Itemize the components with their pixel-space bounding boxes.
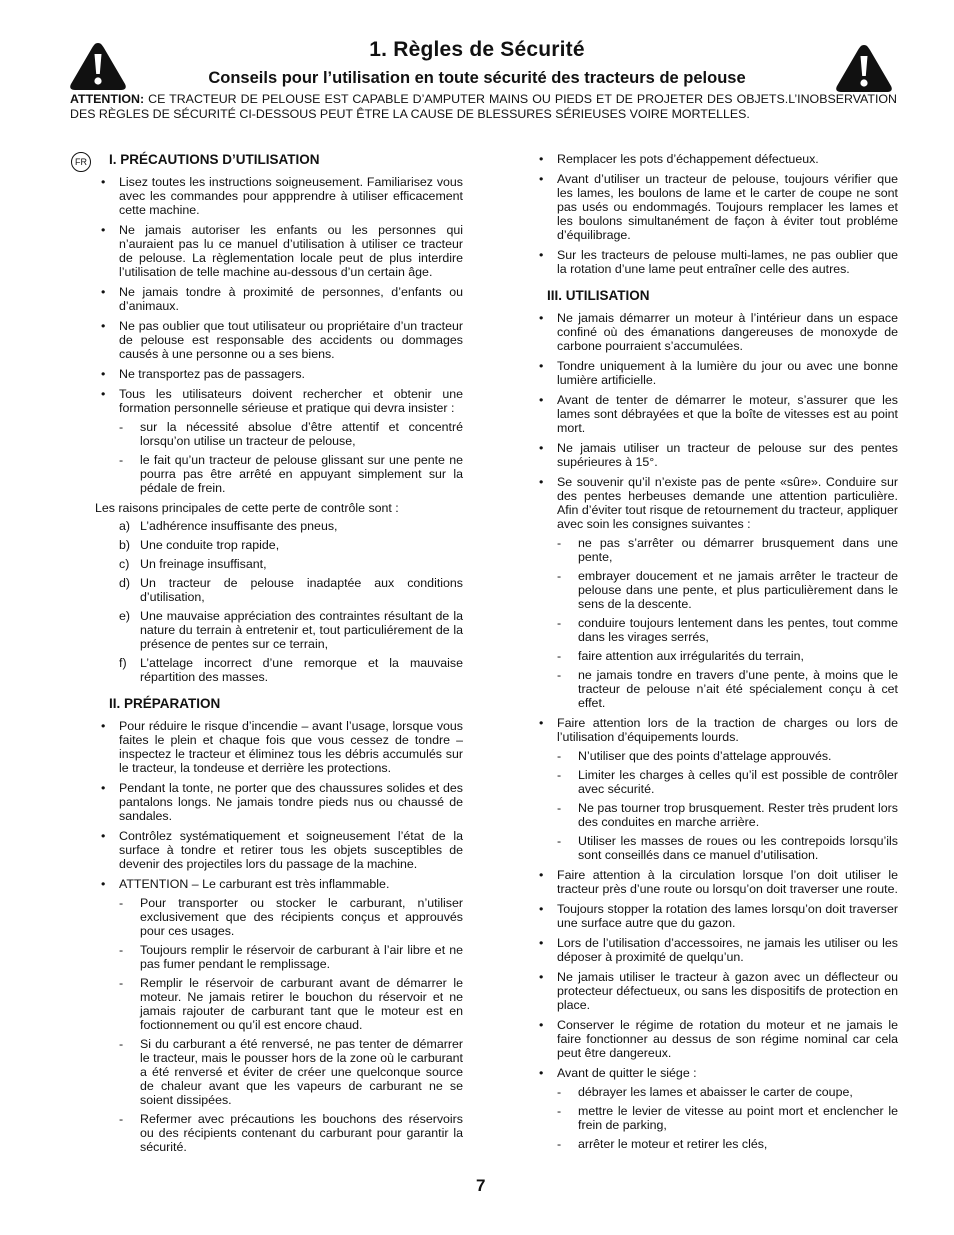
list-item [95,387,463,495]
list-item-text: Une conduite trop rapide, [140,538,280,552]
list-item: • Ne jamais autoriser les enfants ou les personnes qui n’auraient pas lu ce manuel d’utilisation à utiliser ce tracteur de pelouse. La règlementation locale peut de plus interdire l’utilisation de telle machine au-dessous d’un certain âge. [95,223,463,279]
list-item-text: Un freinage insuffisant, [140,557,267,571]
list-item: • Conserver le régime de rotation du moteur et ne jamais le faire fonctionner au dessus de son régime nominal car cela peut être dangereux. [533,1018,898,1060]
causes-list [95,519,463,684]
list-letter: d) [119,576,131,590]
sublist-item: - Refermer avec précautions les bouchons des réservoirs ou des récipients contenant du carburant pour garantir la sécurité. [119,1112,463,1154]
preparation-list-continued [533,152,898,276]
sublist-item: - sur la nécessité absolue d’être attentif et concentré lorsqu’on utilise un tracteur de pelouse, [119,420,463,448]
utilisation-list [533,311,898,1151]
page-title: 1. Règles de Sécurité [369,38,585,61]
sublist-item: - mettre le levier de vitesse au point mort et enclencher le frein de parking, [557,1104,898,1132]
list-item-text: Tous les utilisateurs doivent rechercher et obtenir une formation personnelle sérieuse et pratique qui devra insister : [119,387,463,415]
section-heading-utilisation: III. UTILISATION [547,288,650,303]
list-item: • Contrôlez systématiquement et soigneusement l’état de la surface à tondre et retirer tous les objets susceptibles de devenir des projectiles lors du passage de la machine. [95,829,463,871]
list-item-text: L’adhérence insuffisante des pneus, [140,519,338,533]
page-subtitle: Conseils pour l’utilisation en toute sécurité des tracteurs de pelouse [208,69,746,87]
towing-sublist [557,749,898,862]
list-item [95,609,463,651]
attention-label: ATTENTION: [70,92,145,106]
sublist-item: - Si du carburant a été renversé, ne pas tenter de démarrer le tracteur, mais le pousser hors de la zone où le carburant a été renversé et éviter de créer une quelconque source de chaleur avant que les vapeurs de carburant ne se soient dissipées. [119,1037,463,1107]
sublist-item: - embrayer doucement et ne jamais arrêter le tracteur de pelouse dans une pente, et plus particulièrement dans le sens de la descente. [557,569,898,611]
list-item-text: Avant de quitter le siége : [557,1066,697,1080]
list-item [95,877,463,1154]
list-item: • Pour réduire le risque d’incendie – avant l’usage, lorsque vous faites le plein et chaque fois que vous cessez de tondre – inspectez le tracteur et éliminez tous les débris accumulés sur le tracteur, la tondeuse et derrière les protections. [95,719,463,775]
section-heading-precautions: I. PRÉCAUTIONS D’UTILISATION [109,152,320,167]
list-item-text: L’attelage incorrect d’une remorque et la mauvaise répartition des masses. [140,656,463,684]
list-item-text: ATTENTION – Le carburant est très inflammable. [119,877,390,891]
list-item: • Ne jamais démarrer un moteur à l’intérieur dans un espace confiné où des émanations dangereuses de monoxyde de carbone pourraient s’accumulées. [533,311,898,353]
list-item: • Ne pas oublier que tout utilisateur ou propriétaire d’un tracteur de pelouse est responsable des accidents ou dommages causés à une personne ou a ses biens. [95,319,463,361]
list-letter: a) [119,519,131,533]
list-item: • Pendant la tonte, ne porter que des chaussures solides et des pantalons longs. Ne jamais tondre pieds nus ou chaussé de sandales. [95,781,463,823]
list-letter: f) [119,656,127,670]
sublist-item: - N’utiliser que des points d’attelage approuvés. [557,749,898,763]
sublist-item: - ne jamais tondre en travers d’une pente, à moins que le tracteur de pelouse n’ait été spécialement conçu à cet effet. [557,668,898,710]
sublist-item: - arrêter le moteur et retirer les clés, [557,1137,898,1151]
sublist-item: - le fait qu’un tracteur de pelouse glissant sur une pente ne pourra pas être arrêté en appuyant simplement sur la pédale de frein. [119,453,463,495]
list-item: • Lors de l’utilisation d’accessoires, ne jamais les utiliser ou les déposer à proximité de quelqu’un. [533,936,898,964]
sublist-item: - débrayer les lames et abaisser le carter de coupe, [557,1085,898,1099]
list-item [533,716,898,862]
list-item: • Sur les tracteurs de pelouse multi-lames, ne pas oublier que la rotation d’une lame peut entraîner celle des autres. [533,248,898,276]
list-item [95,538,463,552]
list-item: • Ne jamais utiliser un tracteur de pelouse sur des pentes supérieures à 15°. [533,441,898,469]
list-item: • Avant de tenter de démarrer le moteur, s’assurer que les lames sont débrayées et que la boîte de vitesses est au point mort. [533,393,898,435]
list-item: • Toujours stopper la rotation des lames lorsqu’on doit traverser une surface autre que du gazon. [533,902,898,930]
slope-sublist [557,536,898,710]
causes-intro: Les raisons principales de cette perte de contrôle sont : [95,501,399,515]
list-item: • Avant d’utiliser un tracteur de pelouse, toujours vérifier que les lames, les boulons de lame et le carter de coupe ne sont pas usés ou endommagés. Toujours remplacer les lames et les boulons simultanément de façon à éviter tout probléme d’équilibrage. [533,172,898,242]
preparation-list [95,719,463,1154]
sublist-item: - Ne pas tourner trop brusquement. Rester très prudent lors des conduites en marche arrière. [557,801,898,829]
left-column [95,152,463,1160]
list-item [95,557,463,571]
page-number: 7 [476,1176,486,1195]
sublist-item: - Utiliser les masses de roues ou les contrepoids lorsqu’ils sont conseillés dans ce manuel d’utilisation. [557,834,898,862]
list-item: • Ne jamais tondre à proximité de personnes, d’enfants ou d’animaux. [95,285,463,313]
list-item: • Lisez toutes les instructions soigneusement. Familiarisez vous avec les commandes pour appprendre à utiliser efficacement cette machine. [95,175,463,217]
training-sublist [119,420,463,495]
list-item: • Ne jamais utiliser le tracteur à gazon avec un déflecteur ou protecteur défectueux, ou sans les dispositifs de protection en place. [533,970,898,1012]
list-item: • Ne transportez pas de passagers. [95,367,463,381]
list-item [95,519,463,533]
list-item [95,576,463,604]
list-item [533,475,898,710]
section-heading-preparation: II. PRÉPARATION [109,696,221,711]
sublist-item: - Pour transporter ou stocker le carburant, n’utiliser exclusivement que des récipients conçus et approuvés pour ces usages. [119,896,463,938]
sublist-item: - Limiter les charges à celles qu’il est possible de contrôler avec sécurité. [557,768,898,796]
list-item-text: Faire attention lors de la traction de charges ou lors de l’utilisation d’équipements lourds. [557,716,898,744]
sublist-item: - faire attention aux irrégularités du terrain, [557,649,898,663]
right-column [533,152,898,1157]
list-item: • Faire attention à la circulation lorsque l’on doit utiliser le tracteur près d’une route ou lorsqu’on doit traverser une route. [533,868,898,896]
leaving-sublist [557,1085,898,1151]
list-letter: c) [119,557,130,571]
list-item: • Remplacer les pots d’échappement défectueux. [533,152,898,166]
sublist-item: - Remplir le réservoir de carburant avant de démarrer le moteur. Ne jamais retirer le bouchon du réservoir et ne jamais rajouter de carburant tant que le moteur est en foctionnement ou qu’il est encore chaud. [119,976,463,1032]
language-badge: FR [71,152,91,172]
sublist-item: - Toujours remplir le réservoir de carburant à l’air libre et ne pas fumer pendant le remplissage. [119,943,463,971]
list-item [95,656,463,684]
list-item: • Tondre uniquement à la lumière du jour ou avec une bonne lumière artificielle. [533,359,898,387]
attention-text: CE TRACTEUR DE PELOUSE EST CAPABLE D’AMPUTER MAINS OU PIEDS ET DE PROJETER DES OBJETS.L’INOBSERVATION DES RÈGLES DE SÉCURITÉ CI-DESSOUS PEUT ÊTRE LA CAUSE DE BLESSURES SÉRIEUSES VOIRE MORTELLES. [70,92,897,121]
fuel-sublist [119,896,463,1154]
list-item-text: Se souvenir qu’il n’existe pas de pente «sûre». Conduire sur des pentes herbeuses demande une attention particulière. Afin d’éviter tout risque de retournement du tracteur, appliquer avec soin les consignes suivantes : [557,475,898,531]
attention-warning [70,92,897,121]
list-item-text: Un tracteur de pelouse inadaptée aux conditions d’utilisation, [140,576,463,604]
list-item [533,1066,898,1151]
precautions-list [95,175,463,495]
sublist-item: - ne pas s’arrêter ou démarrer brusquement dans une pente, [557,536,898,564]
list-letter: e) [119,609,131,623]
list-letter: b) [119,538,131,552]
list-item-text: Une mauvaise appréciation des contraintes résultant de la nature du terrain à entretenir et, tout particuliérement de la présence de pentes sur ce terrain, [140,609,463,651]
sublist-item: - conduire toujours lentement dans les pentes, tout comme dans les virages serrés, [557,616,898,644]
